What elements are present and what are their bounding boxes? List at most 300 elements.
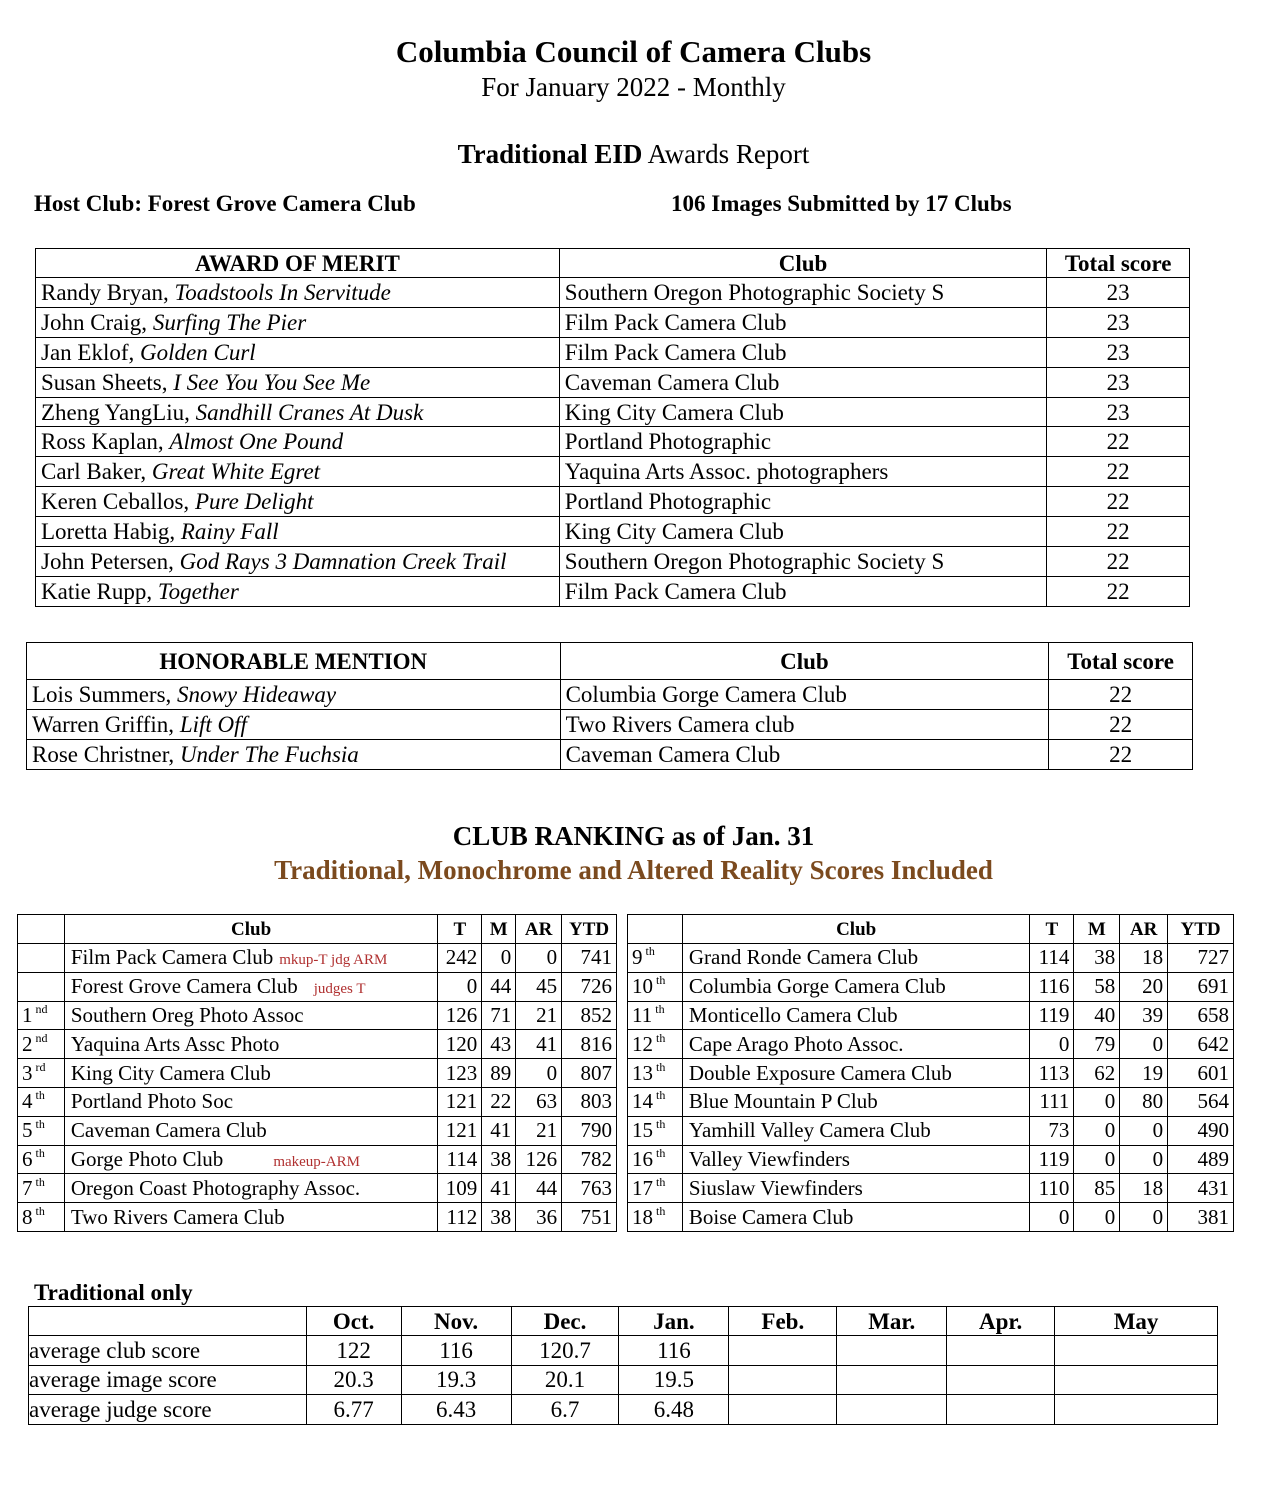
rank-suffix: th	[35, 1174, 45, 1189]
score-t-cell: 0	[1030, 1203, 1074, 1232]
score-t-cell: 110	[1030, 1174, 1074, 1203]
score-m-cell: 38	[482, 1145, 516, 1174]
column-header: AR	[516, 915, 562, 944]
club-name: Boise Camera Club	[688, 1204, 854, 1229]
rank-suffix: th	[645, 944, 655, 959]
column-header: Club	[559, 249, 1047, 278]
rank-cell	[628, 944, 683, 973]
club-name: Monticello Camera Club	[688, 1002, 898, 1027]
rank-number: 7	[22, 1175, 33, 1200]
image-title: Golden Curl	[140, 339, 256, 365]
column-header: YTD	[1168, 915, 1234, 944]
image-title: Rainy Fall	[180, 519, 279, 545]
club-name: Forest Grove Camera Club	[70, 974, 298, 999]
entry-cell	[36, 337, 560, 367]
club-cell: Portland Photographic	[559, 427, 1047, 457]
rank-number: 1	[22, 1002, 33, 1027]
column-header: AWARD OF MERIT	[36, 249, 560, 278]
score-t-cell: 112	[438, 1203, 482, 1232]
table-row	[36, 517, 1190, 547]
metric-value	[837, 1395, 947, 1425]
ranking-subtitle: Traditional, Monochrome and Altered Reality Scores Included	[274, 855, 993, 885]
score-ytd-cell: 381	[1168, 1203, 1234, 1232]
photographer-name: Katie Rupp,	[41, 578, 158, 604]
month-header: Apr.	[947, 1307, 1055, 1336]
column-header: YTD	[562, 915, 617, 944]
metric-value: 116	[401, 1336, 511, 1366]
photographer-name: Zheng YangLiu,	[41, 399, 196, 425]
metric-value	[729, 1336, 837, 1366]
table-row	[36, 337, 1190, 367]
image-title: Pure Delight	[194, 489, 314, 515]
score-ytd-cell: 763	[562, 1174, 617, 1203]
score-m-cell: 22	[482, 1087, 516, 1116]
metric-value: 120.7	[511, 1336, 619, 1366]
month-header: Feb.	[729, 1307, 837, 1336]
metric-value	[947, 1395, 1055, 1425]
score-cell: 22	[1047, 576, 1190, 606]
entry-cell	[36, 576, 560, 606]
image-title: Surfing The Pier	[152, 309, 307, 335]
month-header: Jan.	[619, 1307, 729, 1336]
entry-cell	[27, 709, 561, 739]
rank-suffix: nd	[35, 1030, 48, 1045]
image-title: God Rays 3 Damnation Creek Trail	[179, 548, 507, 574]
club-cell	[64, 1059, 438, 1088]
image-title: Snowy Hideaway	[177, 681, 337, 707]
club-note: judges T	[313, 981, 366, 998]
rank-cell	[18, 1059, 65, 1088]
score-cell: 23	[1047, 337, 1190, 367]
table-row	[36, 367, 1190, 397]
metric-value	[837, 1336, 947, 1366]
rank-suffix: th	[656, 1059, 666, 1074]
rank-suffix: th	[656, 1174, 666, 1189]
table-row	[27, 739, 1193, 769]
club-name: Oregon Coast Photography Assoc.	[70, 1175, 361, 1200]
club-cell: Film Pack Camera Club	[559, 337, 1047, 367]
score-m-cell: 43	[482, 1030, 516, 1059]
club-ranking-right-table	[627, 914, 1234, 1232]
club-cell: King City Camera Club	[559, 397, 1047, 427]
metric-value: 19.3	[401, 1365, 511, 1395]
score-ar-cell: 45	[516, 972, 562, 1001]
rank-cell	[18, 1203, 65, 1232]
table-row	[18, 1203, 617, 1232]
club-cell	[64, 1203, 438, 1232]
entry-cell	[36, 427, 560, 457]
table-row	[36, 427, 1190, 457]
score-cell: 22	[1049, 680, 1193, 710]
rank-suffix: nd	[35, 1001, 48, 1016]
table-row	[18, 1116, 617, 1145]
club-cell: Caveman Camera Club	[559, 367, 1047, 397]
score-m-cell: 0	[1074, 1087, 1120, 1116]
image-title: Together	[157, 578, 239, 604]
rank-suffix: th	[656, 1030, 666, 1045]
score-m-cell: 0	[1074, 1145, 1120, 1174]
metric-value	[947, 1336, 1055, 1366]
rank-suffix: th	[656, 973, 666, 988]
club-name: Yaquina Arts Assc Photo	[70, 1031, 280, 1056]
entry-cell	[36, 307, 560, 337]
rank-number: 15	[632, 1118, 653, 1143]
entry-cell	[36, 547, 560, 577]
metric-value: 6.43	[401, 1395, 511, 1425]
document-subtitle: For January 2022 - Monthly	[481, 72, 786, 102]
table-row	[18, 972, 617, 1001]
score-ytd-cell: 658	[1168, 1001, 1234, 1030]
photographer-name: Jan Eklof,	[41, 339, 141, 365]
score-cell: 22	[1047, 427, 1190, 457]
rank-number: 10	[632, 974, 653, 999]
score-ar-cell: 0	[1120, 1145, 1168, 1174]
month-header: Oct.	[306, 1307, 401, 1336]
metric-value: 122	[306, 1336, 401, 1366]
score-m-cell: 0	[482, 944, 516, 973]
host-club: Host Club: Forest Grove Camera Club	[34, 191, 416, 216]
table-row	[36, 457, 1190, 487]
score-ytd-cell: 816	[562, 1030, 617, 1059]
rank-cell	[628, 972, 683, 1001]
club-cell	[682, 944, 1030, 973]
photographer-name: Keren Ceballos,	[41, 489, 195, 515]
club-name: Two Rivers Camera Club	[70, 1204, 285, 1229]
rank-cell	[628, 1001, 683, 1030]
table-header-row	[18, 915, 617, 944]
table-row	[27, 680, 1193, 710]
club-cell: Two Rivers Camera club	[560, 709, 1049, 739]
score-t-cell: 121	[438, 1116, 482, 1145]
score-ytd-cell: 782	[562, 1145, 617, 1174]
score-ar-cell: 21	[516, 1001, 562, 1030]
club-cell	[682, 1059, 1030, 1088]
score-ytd-cell: 642	[1168, 1030, 1234, 1059]
club-note: mkup-T jdg ARM	[279, 952, 388, 969]
club-cell	[64, 972, 438, 1001]
score-ar-cell: 21	[516, 1116, 562, 1145]
score-t-cell: 0	[1030, 1030, 1074, 1059]
score-m-cell: 62	[1074, 1059, 1120, 1088]
rank-number: 5	[22, 1118, 33, 1143]
club-cell	[682, 1203, 1030, 1232]
photographer-name: Ross Kaplan,	[41, 429, 170, 455]
metric-value	[837, 1365, 947, 1395]
score-t-cell: 120	[438, 1030, 482, 1059]
score-m-cell: 85	[1074, 1174, 1120, 1203]
rank-cell	[18, 944, 65, 973]
score-ar-cell: 18	[1120, 944, 1168, 973]
table-row	[628, 1203, 1234, 1232]
table-header-row	[27, 643, 1193, 680]
image-title: Great White Egret	[151, 459, 321, 485]
rank-suffix: th	[35, 1088, 45, 1103]
rank-suffix: th	[35, 1145, 45, 1160]
rank-cell	[18, 1030, 65, 1059]
document-title: Columbia Council of Camera Clubs	[395, 34, 872, 69]
score-t-cell: 73	[1030, 1116, 1074, 1145]
rank-suffix: th	[656, 1088, 666, 1103]
traditional-only-label: Traditional only	[34, 1280, 193, 1305]
score-cell: 22	[1047, 457, 1190, 487]
entry-cell	[36, 487, 560, 517]
table-row	[628, 1087, 1234, 1116]
score-t-cell: 119	[1030, 1001, 1074, 1030]
photographer-name: John Petersen,	[41, 548, 180, 574]
metric-value	[1055, 1365, 1218, 1395]
score-ytd-cell: 790	[562, 1116, 617, 1145]
score-ytd-cell: 852	[562, 1001, 617, 1030]
metric-value: 116	[619, 1336, 729, 1366]
column-header	[628, 915, 683, 944]
rank-number: 12	[632, 1031, 653, 1056]
table-row	[36, 278, 1190, 308]
table-row	[628, 1059, 1234, 1088]
club-ranking-left-table	[17, 914, 617, 1232]
month-header: Dec.	[511, 1307, 619, 1336]
table-row	[628, 1174, 1234, 1203]
photographer-name: Loretta Habig,	[41, 519, 181, 545]
rank-suffix: th	[35, 1203, 45, 1218]
score-ar-cell: 20	[1120, 972, 1168, 1001]
score-ar-cell: 44	[516, 1174, 562, 1203]
rank-number: 13	[632, 1060, 653, 1085]
entry-cell	[36, 517, 560, 547]
column-header: Club	[560, 643, 1049, 680]
score-cell: 22	[1047, 487, 1190, 517]
honorable-mention-table	[26, 642, 1193, 770]
club-cell	[682, 1116, 1030, 1145]
metric-value	[1055, 1336, 1218, 1366]
club-name: Grand Ronde Camera Club	[688, 945, 919, 970]
score-cell: 23	[1047, 278, 1190, 308]
club-cell: King City Camera Club	[559, 517, 1047, 547]
photographer-name: Susan Sheets,	[41, 369, 174, 395]
rank-cell	[628, 1087, 683, 1116]
column-header: Total score	[1049, 643, 1193, 680]
report-title-bold: Traditional EID	[457, 139, 643, 169]
month-header: Nov.	[401, 1307, 511, 1336]
score-m-cell: 41	[482, 1116, 516, 1145]
table-row	[29, 1395, 1218, 1425]
metric-value: 20.3	[306, 1365, 401, 1395]
rank-suffix: th	[656, 1145, 666, 1160]
score-m-cell: 38	[482, 1203, 516, 1232]
rank-number: 4	[22, 1089, 33, 1114]
table-row	[18, 1030, 617, 1059]
score-cell: 22	[1049, 709, 1193, 739]
club-cell: Columbia Gorge Camera Club	[560, 680, 1049, 710]
column-header: Club	[682, 915, 1030, 944]
score-ar-cell: 0	[1120, 1116, 1168, 1145]
score-t-cell: 111	[1030, 1087, 1074, 1116]
club-name: Film Pack Camera Club	[70, 945, 274, 970]
score-cell: 23	[1047, 397, 1190, 427]
score-ytd-cell: 489	[1168, 1145, 1234, 1174]
rank-number: 17	[632, 1175, 653, 1200]
metric-value: 6.48	[619, 1395, 729, 1425]
column-header: T	[438, 915, 482, 944]
rank-cell	[628, 1059, 683, 1088]
report-title-rest: Awards Report	[642, 139, 810, 169]
traditional-averages-table	[28, 1306, 1218, 1425]
image-title: Toadstools In Servitude	[174, 279, 391, 305]
club-cell	[64, 1001, 438, 1030]
photographer-name: Rose Christner,	[32, 741, 180, 767]
table-row	[18, 1087, 617, 1116]
score-ar-cell: 80	[1120, 1087, 1168, 1116]
score-m-cell: 40	[1074, 1001, 1120, 1030]
entry-cell	[36, 457, 560, 487]
rank-suffix: th	[35, 1117, 45, 1132]
metric-value: 20.1	[511, 1365, 619, 1395]
score-m-cell: 71	[482, 1001, 516, 1030]
column-header: Club	[64, 915, 438, 944]
score-ytd-cell: 727	[1168, 944, 1234, 973]
rank-cell	[628, 1203, 683, 1232]
table-row	[36, 487, 1190, 517]
score-ytd-cell: 803	[562, 1087, 617, 1116]
table-row	[18, 1174, 617, 1203]
photographer-name: Lois Summers,	[32, 681, 178, 707]
club-cell: Caveman Camera Club	[560, 739, 1049, 769]
month-header: Mar.	[837, 1307, 947, 1336]
score-ytd-cell: 741	[562, 944, 617, 973]
photographer-name: Randy Bryan,	[41, 279, 175, 305]
score-cell: 22	[1049, 739, 1193, 769]
rank-cell	[18, 1174, 65, 1203]
award-of-merit-table	[35, 248, 1190, 607]
score-ar-cell: 0	[516, 1059, 562, 1088]
rank-cell	[628, 1030, 683, 1059]
table-row	[27, 709, 1193, 739]
score-ytd-cell: 691	[1168, 972, 1234, 1001]
club-cell	[682, 972, 1030, 1001]
rank-cell	[628, 1145, 683, 1174]
rank-number: 14	[632, 1089, 653, 1114]
score-ar-cell: 63	[516, 1087, 562, 1116]
rank-number: 9	[632, 945, 643, 970]
table-row	[36, 576, 1190, 606]
club-cell	[682, 1087, 1030, 1116]
metric-value	[1055, 1395, 1218, 1425]
column-header: M	[482, 915, 516, 944]
metric-value: 19.5	[619, 1365, 729, 1395]
score-t-cell: 119	[1030, 1145, 1074, 1174]
month-header: May	[1055, 1307, 1218, 1336]
score-m-cell: 0	[1074, 1116, 1120, 1145]
table-header-row	[36, 249, 1190, 278]
rank-cell	[628, 1174, 683, 1203]
table-row	[29, 1365, 1218, 1395]
score-t-cell: 123	[438, 1059, 482, 1088]
score-ytd-cell: 490	[1168, 1116, 1234, 1145]
table-header-row	[628, 915, 1234, 944]
metric-value: 6.7	[511, 1395, 619, 1425]
image-title: I See You You See Me	[173, 369, 371, 395]
club-note: makeup-ARM	[273, 1153, 360, 1170]
rank-cell	[18, 1087, 65, 1116]
score-ar-cell: 126	[516, 1145, 562, 1174]
score-ytd-cell: 751	[562, 1203, 617, 1232]
club-cell	[64, 944, 438, 973]
metric-value	[729, 1395, 837, 1425]
rank-number: 18	[632, 1204, 653, 1229]
column-header	[29, 1307, 307, 1336]
table-row	[18, 1145, 617, 1174]
score-t-cell: 116	[1030, 972, 1074, 1001]
club-name: Southern Oreg Photo Assoc	[70, 1002, 304, 1027]
photographer-name: Carl Baker,	[41, 459, 152, 485]
rank-number: 11	[632, 1002, 653, 1027]
club-cell	[682, 1001, 1030, 1030]
score-m-cell: 41	[482, 1174, 516, 1203]
score-t-cell: 121	[438, 1087, 482, 1116]
club-cell	[64, 1174, 438, 1203]
column-header: T	[1030, 915, 1074, 944]
score-t-cell: 126	[438, 1001, 482, 1030]
score-cell: 22	[1047, 547, 1190, 577]
table-header-row	[29, 1307, 1218, 1336]
club-name: Valley Viewfinders	[688, 1146, 850, 1171]
image-title: Lift Off	[179, 711, 247, 737]
score-m-cell: 38	[1074, 944, 1120, 973]
score-ar-cell: 36	[516, 1203, 562, 1232]
metric-label: average image score	[29, 1365, 307, 1395]
photographer-name: John Craig,	[41, 309, 153, 335]
score-m-cell: 58	[1074, 972, 1120, 1001]
images-submitted: 106 Images Submitted by 17 Clubs	[671, 191, 1012, 216]
rank-number: 8	[22, 1204, 33, 1229]
metric-label: average club score	[29, 1336, 307, 1366]
column-header: Total score	[1047, 249, 1190, 278]
score-m-cell: 0	[1074, 1203, 1120, 1232]
rank-cell	[18, 1145, 65, 1174]
score-ar-cell: 19	[1120, 1059, 1168, 1088]
club-name: Gorge Photo Club	[70, 1146, 224, 1171]
report-title	[0, 139, 1267, 170]
club-cell	[682, 1030, 1030, 1059]
score-m-cell: 79	[1074, 1030, 1120, 1059]
image-title: Sandhill Cranes At Dusk	[195, 399, 424, 425]
rank-cell	[18, 1001, 65, 1030]
club-name: King City Camera Club	[70, 1060, 271, 1085]
score-t-cell: 109	[438, 1174, 482, 1203]
score-ytd-cell: 431	[1168, 1174, 1234, 1203]
photographer-name: Warren Griffin,	[32, 711, 180, 737]
club-name: Double Exposure Camera Club	[688, 1060, 952, 1085]
score-ar-cell: 0	[516, 944, 562, 973]
club-cell: Southern Oregon Photographic Society S	[559, 547, 1047, 577]
image-title: Almost One Pound	[169, 429, 344, 455]
score-cell: 23	[1047, 307, 1190, 337]
score-ar-cell: 0	[1120, 1203, 1168, 1232]
rank-number: 3	[22, 1060, 33, 1085]
rank-suffix: th	[656, 1203, 666, 1218]
rank-suffix: th	[655, 1001, 665, 1016]
rank-suffix: th	[656, 1117, 666, 1132]
ranking-title: CLUB RANKING as of Jan. 31	[452, 821, 815, 851]
table-row	[628, 1001, 1234, 1030]
table-row	[18, 944, 617, 973]
club-cell	[682, 1145, 1030, 1174]
club-cell: Yaquina Arts Assoc. photographers	[559, 457, 1047, 487]
score-t-cell: 114	[1030, 944, 1074, 973]
score-t-cell: 0	[438, 972, 482, 1001]
club-cell	[64, 1030, 438, 1059]
rank-cell	[18, 972, 65, 1001]
score-t-cell: 242	[438, 944, 482, 973]
